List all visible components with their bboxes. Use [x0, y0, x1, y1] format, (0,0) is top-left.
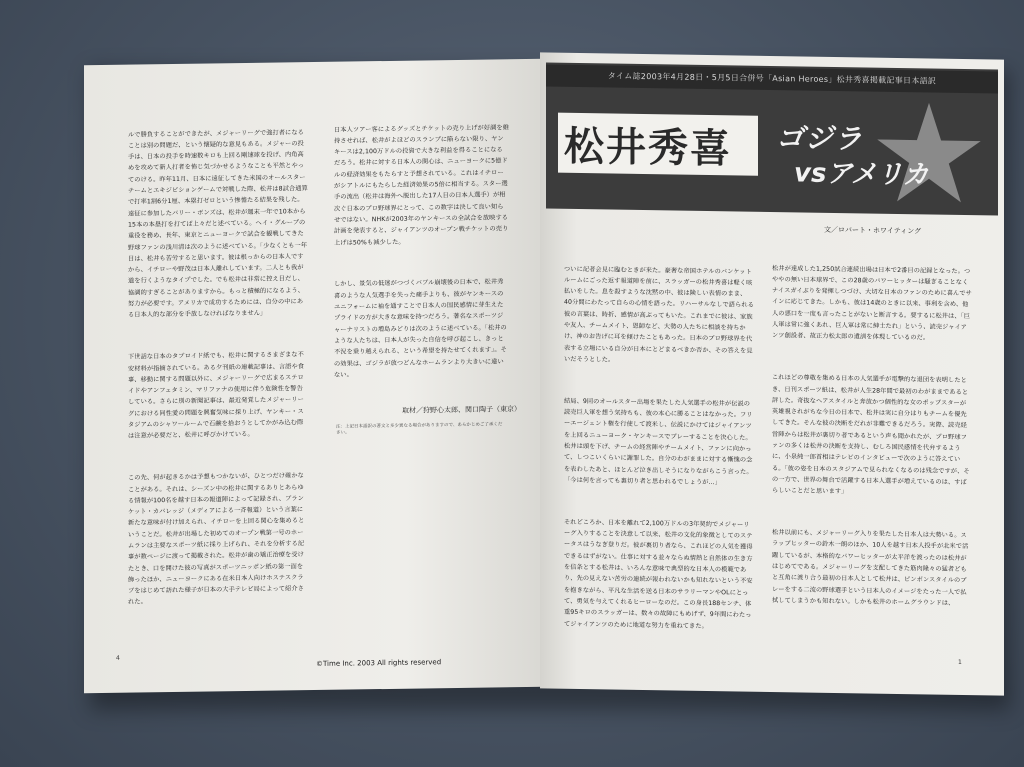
right-column-1: [564, 241, 754, 663]
paragraph: 下世話な日本のタブロイド紙でも、松井に関するさまざまな不安材料が指摘されている。ある夕刊紙の連載記事は、言語や食事、移動に関する問題以外に、メジャーリーグで広まるステロイドやアンフェタミン、マリファナの使用に伴う危険性を警告している。さらに別の新聞記事は、最近発覚したメジャーリーグにおける同性愛の問題を興奮気味に採り上げ、ヤンキー・スタジアムのシャワールームで石鹸を拾おうとしてかがみ込む際は注意が必要だと、松井に呼びかけている。: [128, 351, 305, 440]
headline-godzilla: ゴジラ: [776, 121, 864, 156]
paragraph: これほどの尊敬を集める日本の人気選手が電撃的な退団を表明したとき、日刊スポーツ紙は、松井が人生28年間で最初のわがままであると評した。奇抜なヘアスタイルと奔放かつ個性的な女のポップスターが英雄視されがちな今日の日本で、松井は実に自分はりもチームを優先してきた。そんな彼の決断をだれが非難できるだろう。実際、読売経営陣からは松井が裏切り者であるという声も聞かれたが、プロ野球ファンの多くは松井の決断を支持し、むしろ国民感情を代弁するように、小泉純一郎首相はテレビのインタビューで次のように答えている。「彼の姿を日本のスタジアムで見られなくなるのは残念ですが、その一方で、世界の舞台で活躍する日本人選手が増えているのは、すばらしいことだと思います」: [772, 374, 970, 496]
banner-header: タイム誌2003年4月28日・5月5日合併号「Asian Heroes」松井秀喜掲載記事日本語訳: [546, 64, 998, 93]
page-number: 1: [958, 658, 962, 666]
paragraph: 日本人ツアー客によるグッズとチケットの売り上げが好調を維持させれば、松井がよほどのスランプに陥らない限り、ヤンキースは2,100万ドルの投資で大きな利益を得ることになるだろう。松井に対する日本人の関心は、ニューヨークに5億ドルの経済効果をもたらすと予想されている。これはイチローがシアトルにもたらした経済効果の5倍に相当する。スター選手の流出（松井は海外へ脱出した17人目の日本人選手）が相次ぐ日本のプロ野球界にとって、この数字は決して良い知らせではない。NHKが2003年のヤンキースの全試合を放映する計画を発表すると、ジャイアンツのオープン戦チケットの売り上げは50%も減少した。: [334, 123, 509, 247]
right-page: [540, 52, 1004, 695]
paragraph: この先、何が起きるかは予想もつかないが、ひとつだけ確かなことがある。それは、シーズン中の松井に関するありとあらゆる情報が100名を越す日本の報道陣によって記録され、ブランケット・カバレッジ（メディアによる一斉報道）という言葉に新たな意味が付け加えられ、イチローを上回る関心を集めるということだ。松井が出場した初めてのオープン戦第一号のホームランは主要なスポーツ紙に採り上げられ、それを分析する記事が数ページに渡って掲載された。松井が歯の矯正治療を受けたとき、口を開けた彼の写真がスポーツニッポン紙の第一面を飾ったほか、ニューヨークにある在米日本人向けホステスクラブをはじめて訪れた様子が日本の大手テレビ局によって紹介された。: [128, 472, 305, 607]
paragraph: 松井以前にも、メジャーリーグ入りを果たした日本人は大勢いる。スラップヒッターの鈴木一朗のほか、10人を越す日本人投手が北米で活躍しているが、本格的なパワーヒッターが太平洋を渡ったのは松井がはじめてである。メジャーリーグを支配してきた筋肉隆々の猛者どもと互角に渡り合う最初の日本人として松井は、ピンボンスタイルのプレーをする二流の野球選手という日本人のイメージをたった一人で払拭してしまうかも知れない。しかも松井のホームグラウンドは、: [772, 529, 969, 607]
page-number: 4: [116, 654, 120, 662]
headline-vs-america: vsアメリカ: [794, 158, 929, 191]
reporter-byline: 取材／狩野心太郎、関口陶子（東京）: [402, 405, 521, 415]
paragraph: それどころか、日本を離れて2,100万ドルの3年契約でメジャーリーグ入りすることを決意して以来、松井の文化的象徴としてのステータスはうなぎ登りだ。彼が裏切り者なら、これほどの人気を獲得できるはずがない。仕事に対する並々ならぬ情熱と自然体の生き方を信条とする松井は、いろんな意味で典型的な日本人の模範であり、先の見えない苦労の連続が報われないかも知れないという不安を抱きながら、平凡な生活を送る日本のサラリーマンやOLにとって、勇気を与えてくれるヒーローなのだ。この身長188センチ、体重95キロのスラッガーは、数々の故障にもめげず、9年間にわたってジャイアンツのために地道な努力を重ねてきた。: [564, 518, 753, 630]
paragraph: ついに記者会見に臨むときが来た。豪奢な帝国ホテルのバンケットルームにごった返す報道陣を前に、スラッガーの松井秀喜は軽く咳払いをした。息を殺すような沈黙の中、彼は険しい表情のまま、40分間にわたって自らの心情を語った。リハーサルなしで語られる彼の言葉は、時折、感情が高ぶってもいた。これまでに彼は、家族や友人、チームメイト、恩師など、大勢の人たちに相談を持ちかけ、神のお告げに耳を傾けたこともあった。日本のプロ野球界を代表する立場にいる自分が日本にとどまるべきか否か、その答えを見いだそうとした。: [564, 265, 754, 364]
left-column-1: [128, 104, 308, 639]
left-page: [84, 59, 544, 693]
paragraph: 結局、9回のオールスター出場を果たした人気選手の松井が伝説の読売巨人軍を想う気持ちも、彼の本心に勝ることはなかった。フリーエージェント権を行使して渡米し、伝説にかけてはジャイアンツを上回るニューヨーク・ヤンキースでプレーすることを決心した。松井は頭を下げ、チームの経営陣やチームメイト、ファンに向かって、しつこいくらいに謝罪した。自分のわがままに対する慚愧の念を表わしたあと、ほとんど泣き出しそうになりながらこう言った。「今は何を言っても裏切り者と思われるでしょうが…」: [564, 397, 753, 487]
player-name: 松井秀喜: [564, 122, 732, 173]
author-byline: 文／ロバート・ホワイティング: [824, 225, 922, 236]
footnote: 注：上記日本語訳の著文と多少異なる場合がありますので、あらかじめご了承ください。: [336, 422, 503, 436]
paragraph: 松井が達成した1,250試合連続出場は日本で2番目の記録となった。つややの無い日本球界で、この28歳のパワーヒッターは騒ぎることなくナイスガイぶりを発揮しつづけ、大切な日本のファンのために喜んでサインに応じてきた。しかも、彼は14歳のときに以来、事利を含め、他人の悪口を一度も言ったことがないと断言する。要するに松井は、「巨人軍は常に強くあれ、巨人軍は常に紳士たれ」という、読売ジャイアンツ創設者、故正力松太郎の遺訓を体現しているのだ。: [772, 264, 972, 342]
paragraph: ルで勝負することができたが、メジャーリーグで強打者になることは別の問題だ、という懐疑的な意見もある。メジャーの投手は、日本の投手を時速数キロも上回る剛速球を投げ、内角高めを攻めて新人打者を怖じ気づかせるようなことも平然とやってのける。昨年11月、日本に遠征してきた米国のオールスターチームとエキジビションゲームで対戦した際、松井は8試合通算で打率1割6分1厘、本塁打ゼロという惨憺たる結果を残した。遠征に参加したバリー・ボンズは、松井が週末一年で10本から15本の本塁打を打てば上々だと述べている。ヘイ・グループの重役を務め、長年、東京とニューヨークで試合を観戦してきた野球ファンの浅川清は次のように述べている。「少なくとも一年目は、松井も苦労すると思います。彼は根っからの日本人ですから、イチローや野茂は日本人離れしています。二人とも我が道を行くようなタイプでした。でも松井は非常に控え目だし、協調的すぎることがありますから。もっと積極的になるよう、努力が必要です。アメリカで成功するためには、自分の中にある日本人的な部分を手放しなければなりません」: [128, 128, 308, 319]
left-column-2: [334, 99, 509, 411]
right-column-2: [772, 240, 972, 640]
copyright-notice: ©Time Inc. 2003 All rights reserved: [316, 658, 442, 668]
paragraph: しかし、景気の低迷がつづくバブル崩壊後の日本で、松井秀喜のような人気選手を失った痛手よりも、彼がヤンキースのユニフォームに袖を通すことで日本人の国民感情に芽生えたプライドの方が大きな意味を持つだろう。著名なスポーツジャーナリストの増島みどりは次のように述べている。「松井のような人たちは、日本人が失った自信を呼び起こし、きっと不況を乗り越えられる、という希望を持たせてくれます」。その効果は、ゴジラが放つどんなホームランより大きいに違いない。: [334, 278, 507, 379]
